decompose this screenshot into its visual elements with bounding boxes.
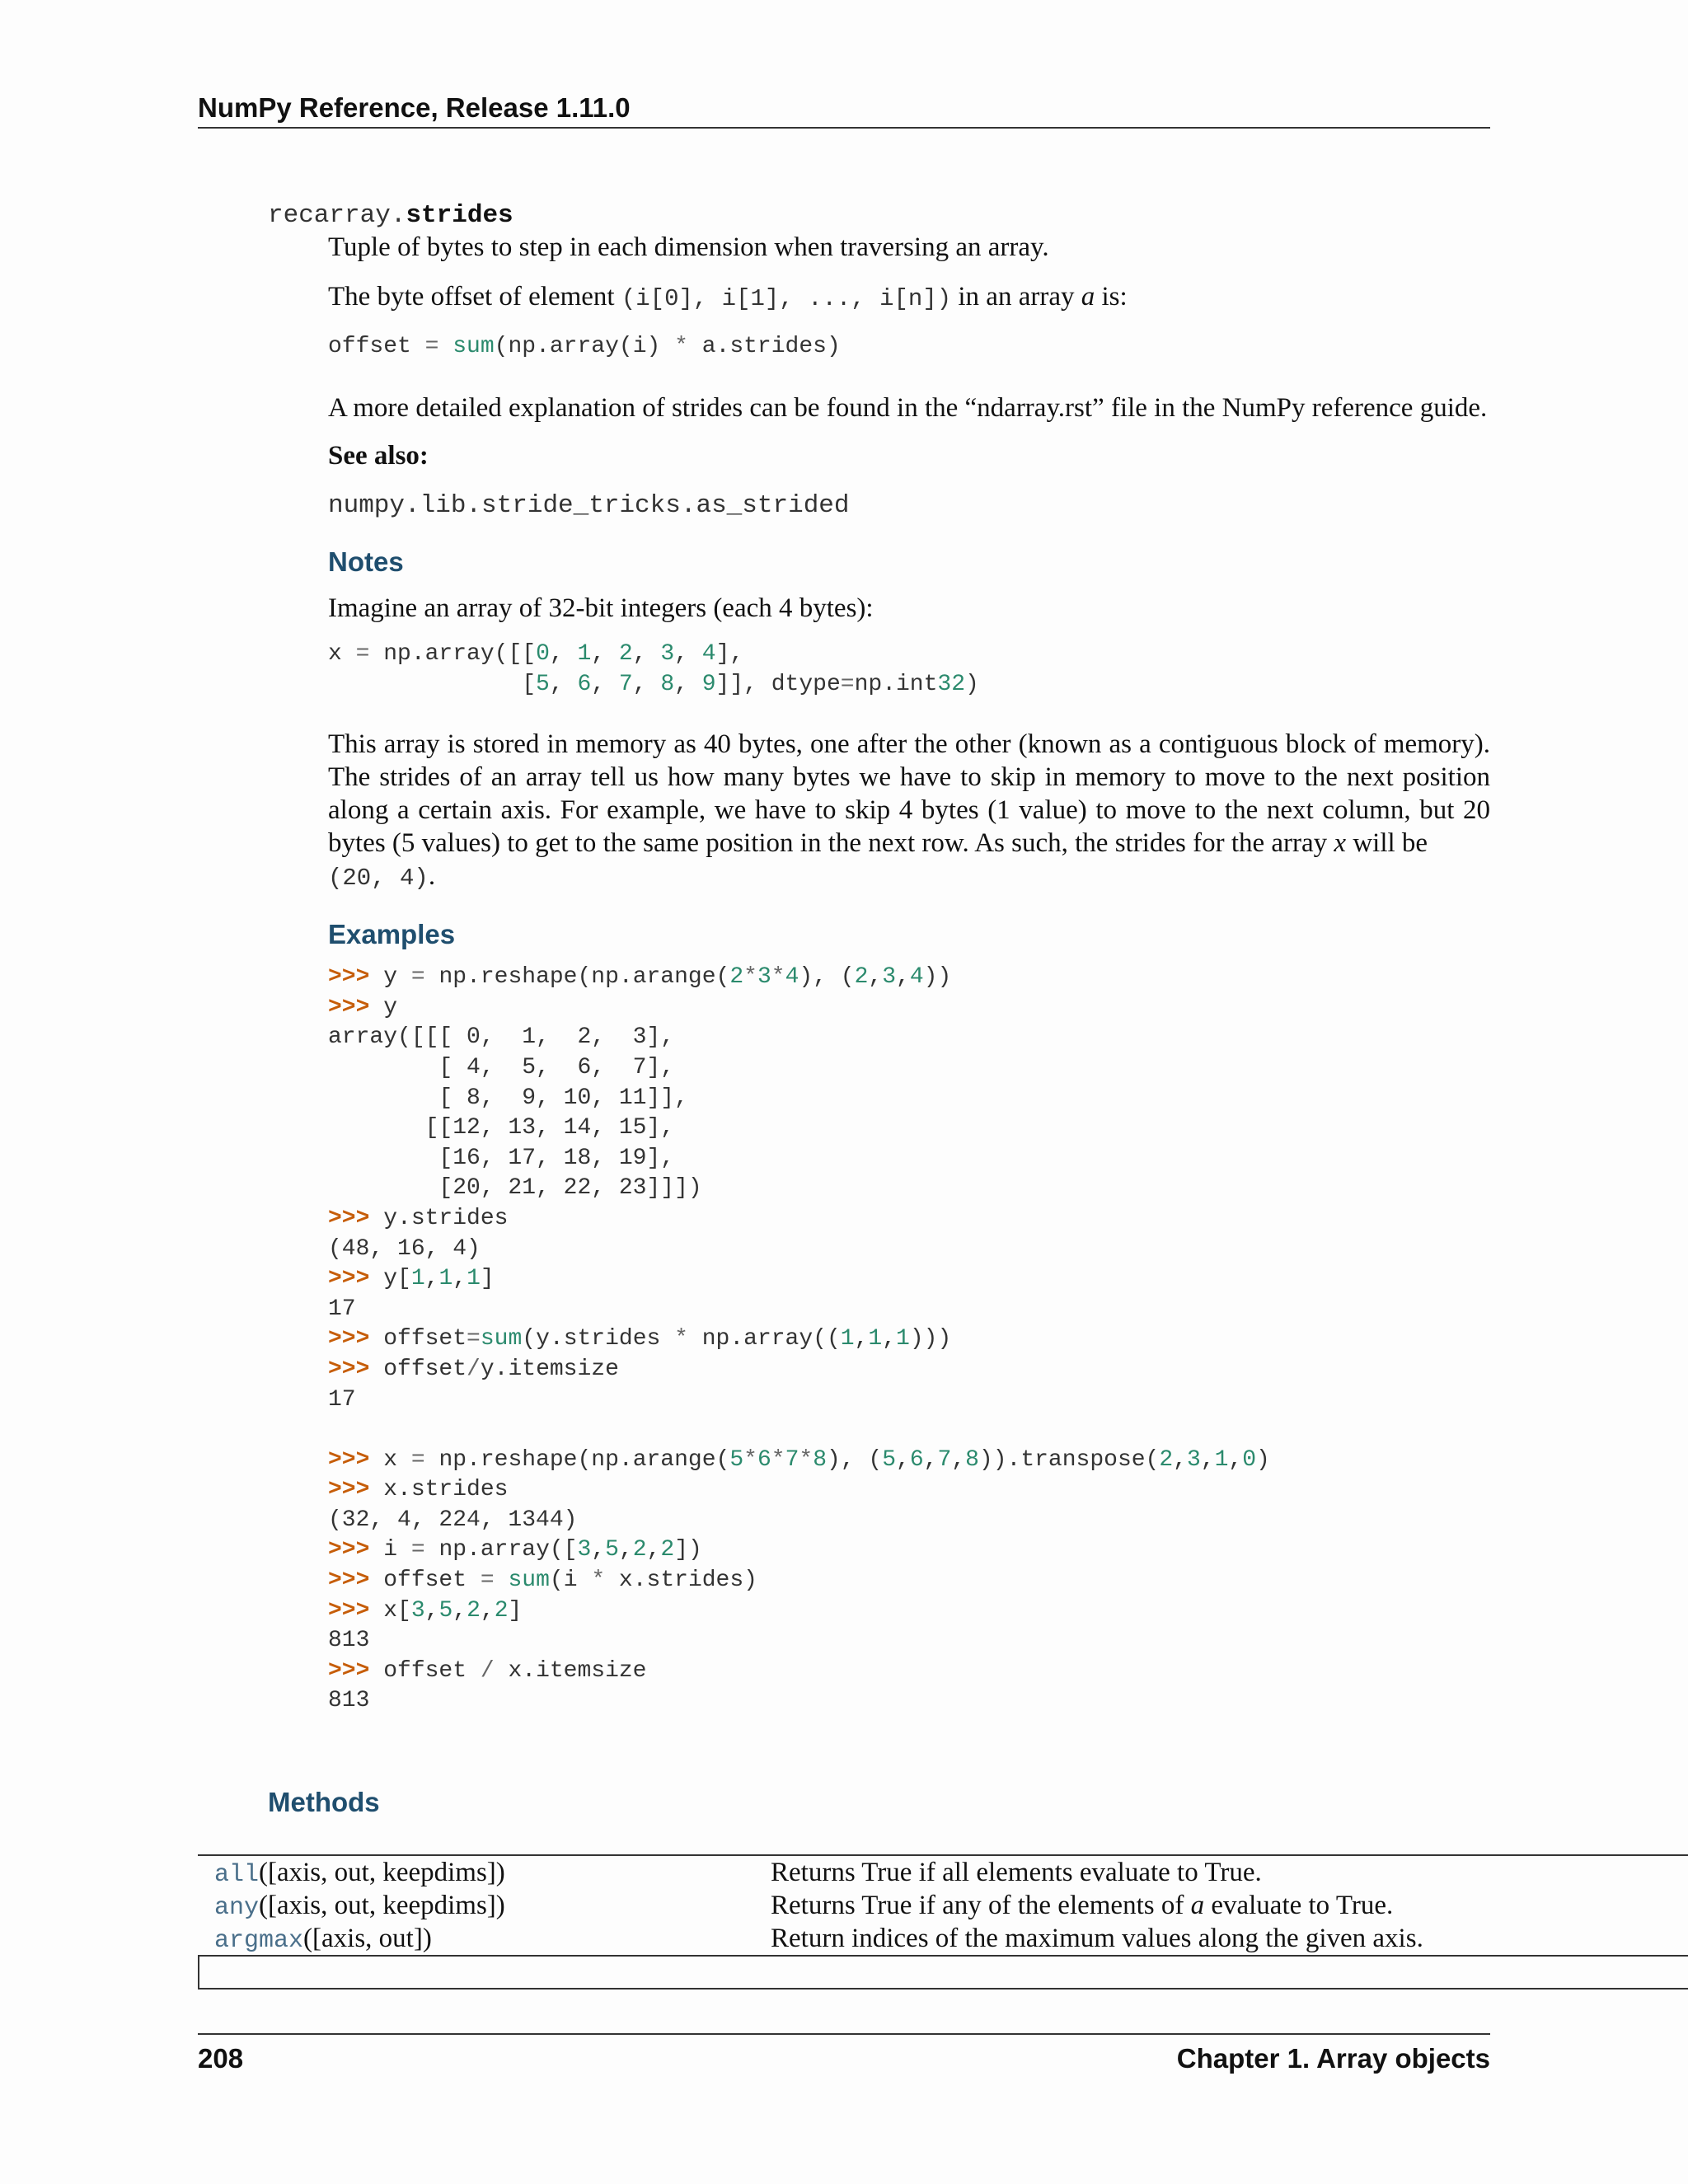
- method-signature: [198, 1856, 771, 1889]
- example-code-line: 813: [328, 1628, 370, 1654]
- example-code-line: >>> offset/y.itemsize: [328, 1356, 619, 1382]
- method-signature: [198, 1889, 771, 1922]
- example-code-line: 813: [328, 1688, 370, 1714]
- method-row: [198, 1856, 1688, 1889]
- example-code-line: [[12, 13, 14, 15],: [328, 1115, 675, 1141]
- example-code-line: >>> offset=sum(y.strides * np.array((1,1,1))): [328, 1326, 952, 1352]
- examples-heading: Examples: [328, 919, 456, 950]
- method-args: ([axis, out]): [303, 1924, 432, 1953]
- see-also-block: [328, 487, 1490, 523]
- attribute-body: [328, 231, 1490, 1717]
- method-signature: [198, 1922, 771, 1955]
- detail-paragraph: A more detailed explanation of strides can be found in the “ndarray.rst” file in the NumPy reference guide.: [328, 393, 1488, 423]
- strides-result-code: (20, 4): [328, 865, 429, 893]
- example-code-line: 17: [328, 1386, 356, 1413]
- attribute-name: strides: [406, 201, 513, 230]
- example-code-line: >>> x = np.reshape(np.arange(5*6*7*8), (5,6,7,8)).transpose(2,3,1,0): [328, 1446, 1270, 1473]
- example-code-line: >>> offset / x.itemsize: [328, 1657, 647, 1684]
- example-code-line: 17: [328, 1296, 356, 1322]
- offset-intro: The byte offset of element (i[0], i[1], ..., i[n]) in an array a is:: [328, 282, 1128, 312]
- see-also-label: See also:: [328, 441, 429, 471]
- example-code-line: >>> i = np.array([3,5,2,2]): [328, 1537, 702, 1563]
- page-footer: [198, 2033, 1490, 2074]
- example-code-line: >>> y.strides: [328, 1205, 509, 1231]
- method-description: Returns True if any of the elements of a evaluate to True.: [771, 1891, 1394, 1920]
- method-row: [198, 1889, 1688, 1922]
- methods-rows: [198, 1856, 1688, 1955]
- offset-formula-code: [328, 332, 1490, 365]
- example-code-line: [20, 21, 22, 23]]]): [328, 1175, 702, 1202]
- example-code-line: >>> y: [328, 994, 398, 1020]
- example-code-line: [16, 17, 18, 19],: [328, 1145, 675, 1171]
- notes-code-line: [5, 6, 7, 8, 9]], dtype=np.int32): [328, 671, 979, 697]
- method-name-link[interactable]: any: [214, 1894, 260, 1922]
- example-code-line: (32, 4, 224, 1344): [328, 1507, 578, 1533]
- notes-intro: Imagine an array of 32-bit integers (each 4 bytes):: [328, 593, 874, 623]
- page-number: 208: [198, 2043, 244, 2074]
- attribute-signature: [268, 201, 513, 230]
- example-code-line: >>> offset = sum(i * x.strides): [328, 1568, 757, 1594]
- method-name-link[interactable]: argmax: [214, 1927, 304, 1955]
- examples-code-block: [328, 963, 1490, 1717]
- notes-code-block: [328, 640, 1490, 700]
- example-code-line: [ 8, 9, 10, 11]],: [328, 1085, 688, 1111]
- offset-formula: offset = sum(np.array(i) * a.strides): [328, 334, 841, 359]
- example-code-line: [ 4, 5, 6, 7],: [328, 1054, 675, 1080]
- methods-table-empty-row: [198, 1955, 1688, 1990]
- methods-heading: Methods: [268, 1787, 380, 1817]
- example-code-line: >>> y[1,1,1]: [328, 1266, 495, 1292]
- example-code-line: [328, 1415, 1490, 1446]
- chapter-title: Chapter 1. Array objects: [1176, 2043, 1490, 2074]
- notes-code-line: x = np.array([[0, 1, 2, 3, 4],: [328, 641, 744, 667]
- example-code-line: >>> x.strides: [328, 1477, 509, 1503]
- example-code-line: >>> x[3,5,2,2]: [328, 1597, 523, 1624]
- offset-element-code: (i[0], i[1], ..., i[n]): [621, 285, 952, 312]
- method-args: ([axis, out, keepdims]): [259, 1891, 505, 1920]
- notes-paragraph: This array is stored in memory as 40 bytes, one after the other (known as a contiguous block of memory). The strides of an array tell us how many bytes we have to skip in memory to move to the next position along a certain axis. For example, we have to skip 4 bytes (1 value) to move to the next column, but 20 bytes (5 values) to get to the same position in the next row. As such, the strides for the array x will be (20, 4).: [328, 729, 1490, 893]
- method-name-link[interactable]: all: [214, 1861, 260, 1889]
- example-code-line: array([[[ 0, 1, 2, 3],: [328, 1024, 675, 1051]
- method-description: Return indices of the maximum values along the given axis.: [771, 1924, 1423, 1953]
- method-row: [198, 1922, 1688, 1955]
- see-also-link[interactable]: numpy.lib.stride_tricks.as_strided: [328, 491, 850, 520]
- example-code-line: (48, 16, 4): [328, 1235, 481, 1262]
- notes-heading: Notes: [328, 546, 404, 577]
- method-description: Returns True if all elements evaluate to True.: [771, 1858, 1262, 1887]
- example-code-line: >>> y = np.reshape(np.arange(2*3*4), (2,3,4)): [328, 964, 952, 991]
- header-title: NumPy Reference, Release 1.11.0: [198, 92, 631, 123]
- attribute-summary: Tuple of bytes to step in each dimension when traversing an array.: [328, 232, 1049, 262]
- attribute-class-prefix: recarray.: [268, 201, 406, 230]
- page-header: [198, 92, 1490, 129]
- method-args: ([axis, out, keepdims]): [259, 1858, 505, 1887]
- methods-table: [198, 1854, 1688, 1990]
